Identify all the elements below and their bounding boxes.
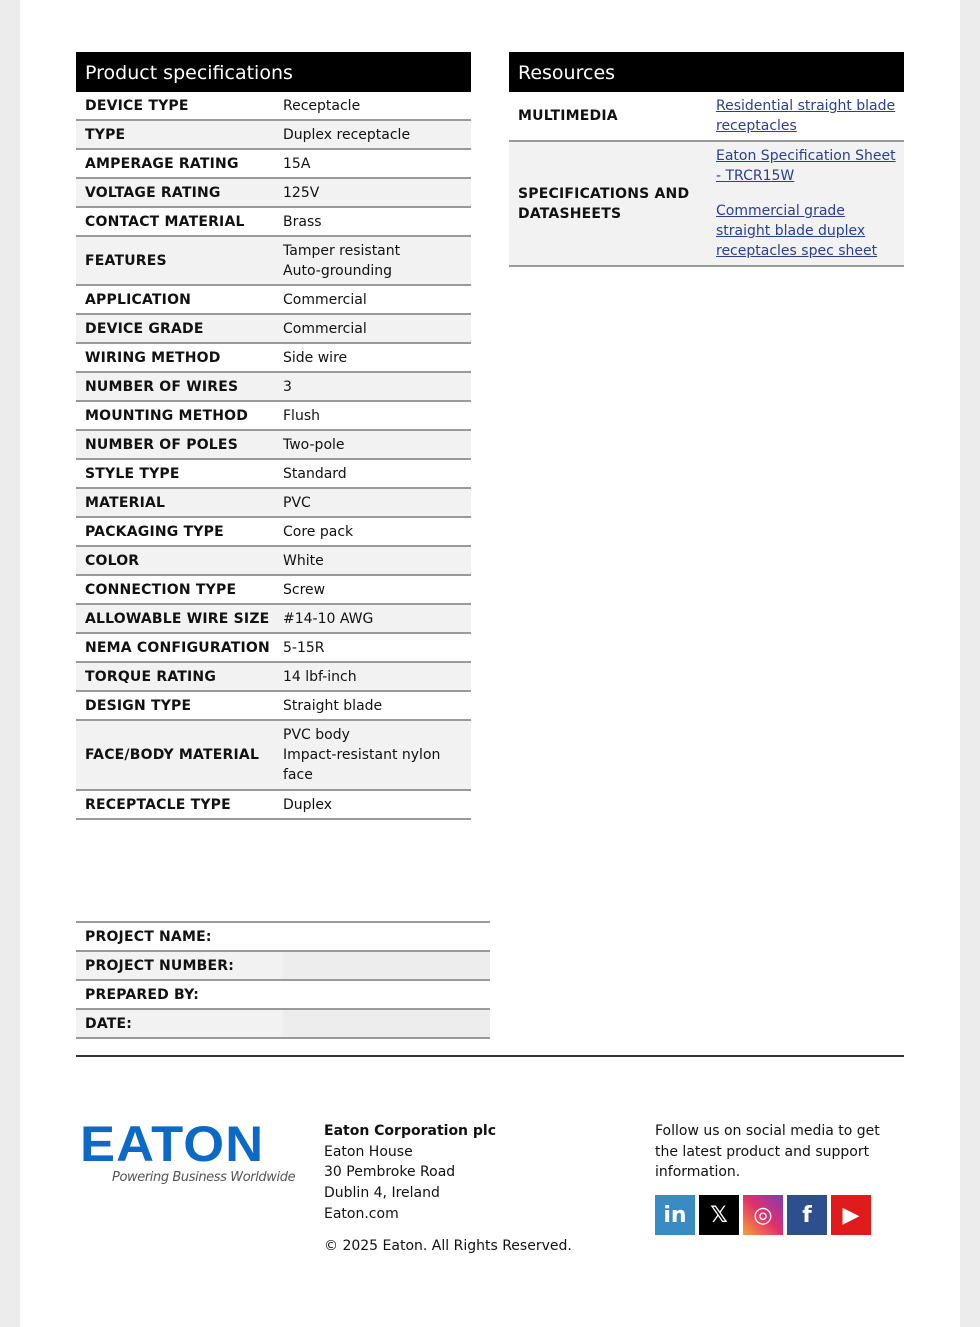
footer-divider [76,1055,904,1057]
spec-value: Straight blade [283,697,383,714]
linkedin-icon[interactable]: in [655,1195,695,1235]
spec-value: 3 [283,378,292,395]
project-name-row [76,923,490,952]
spec-label: ALLOWABLE WIRE SIZE [85,610,270,627]
facebook-icon[interactable]: f [787,1195,827,1235]
date-label: DATE: [85,1015,133,1032]
spec-row [76,721,471,791]
spec-value-line: Tamper resistant [283,242,401,259]
spec-row [76,373,471,402]
spec-row [76,518,471,547]
spec-label: AMPERAGE RATING [85,155,239,172]
spec-label: DEVICE GRADE [85,320,204,337]
commercial-spec-sheet-link[interactable]: Commercial grade straight blade duplex receptacles spec sheet [716,203,878,259]
spec-value: Core pack [283,523,354,540]
spec-value-line: face [283,767,313,783]
project-name-field [283,923,490,950]
spec-value: 15A [283,155,311,172]
spec-label: WIRING METHOD [85,349,221,366]
spec-label: MATERIAL [85,494,166,511]
x-icon[interactable]: 𝕏 [699,1195,739,1235]
spec-row [76,547,471,576]
spec-value [283,241,400,281]
project-name-label: PROJECT NAME: [85,928,212,945]
spec-value: Receptacle [283,97,361,114]
spec-row [76,286,471,315]
spec-label: MOUNTING METHOD [85,407,249,424]
logo-tagline: Powering Business Worldwide [112,1170,296,1185]
spec-label: FACE/BODY MATERIAL [85,747,260,763]
spec-label: NUMBER OF POLES [85,436,238,453]
resource-row-multimedia [509,92,904,142]
address-line: Dublin 4, Ireland [324,1185,440,1202]
spec-row [76,791,471,820]
spec-value-line: Impact-resistant nylon [283,747,441,763]
spec-row [76,315,471,344]
spec-row [76,150,471,179]
residential-receptacles-link[interactable]: Residential straight blade receptacles [716,98,896,134]
company-name: Eaton Corporation plc [324,1123,497,1139]
project-number-label: PROJECT NUMBER: [85,957,235,974]
spec-value: Standard [283,465,347,482]
spec-row [76,605,471,634]
multimedia-label: MULTIMEDIA [518,108,618,124]
spec-value: PVC [283,494,311,511]
spec-value [283,725,440,785]
specifications-label: SPECIFICATIONS AND DATASHEETS [518,185,690,222]
spec-row [76,489,471,518]
spec-label: PACKAGING TYPE [85,523,224,540]
spec-row [76,431,471,460]
spec-label: TORQUE RATING [85,668,217,685]
spec-value: 125V [283,184,320,201]
project-info-table [76,921,490,1039]
social-links [655,1195,871,1235]
youtube-icon[interactable]: ▶ [831,1195,871,1235]
spec-row [76,634,471,663]
spec-label: NUMBER OF WIRES [85,378,239,395]
prepared-by-row [76,981,490,1010]
spec-value: 14 lbf-inch [283,668,357,685]
spec-row [76,576,471,605]
spec-row [76,121,471,150]
spec-label: TYPE [85,126,126,143]
copyright: © 2025 Eaton. All Rights Reserved. [324,1238,572,1254]
address-line: Eaton House [324,1143,413,1160]
prepared-by-field [283,981,490,1008]
instagram-icon[interactable]: ◎ [743,1195,783,1235]
eaton-logo [80,1116,296,1185]
spec-value: Brass [283,213,322,230]
spec-value: #14-10 AWG [283,610,374,627]
spec-value: Duplex [283,796,333,813]
resource-row-specifications [509,142,904,267]
spec-value: Flush [283,407,320,424]
project-number-row [76,952,490,981]
spec-label: DEVICE TYPE [85,97,189,114]
spec-value: Screw [283,581,326,598]
logo-wordmark: EATON [80,1116,265,1172]
spec-label: RECEPTACLE TYPE [85,796,231,813]
spec-value: Commercial [283,291,367,308]
eaton-spec-sheet-link[interactable]: Eaton Specification Sheet - TRCR15W [716,148,896,184]
prepared-by-label: PREPARED BY: [85,986,200,1003]
spec-label: FEATURES [85,252,167,269]
spec-value: Commercial [283,320,367,337]
spec-value: 5-15R [283,639,325,656]
spec-row [76,344,471,373]
website-link[interactable]: Eaton.com [324,1205,399,1222]
product-specifications-table [76,52,471,820]
spec-value-line: Auto-grounding [283,262,392,279]
address-line: 30 Pembroke Road [324,1164,456,1181]
spec-value: Side wire [283,349,348,366]
spec-row [76,237,471,286]
date-field [283,1010,490,1037]
spec-row [76,179,471,208]
spec-row [76,208,471,237]
spec-label: CONNECTION TYPE [85,581,237,598]
spec-label: VOLTAGE RATING [85,184,221,201]
spec-row [76,663,471,692]
spec-label: COLOR [85,552,140,569]
spec-row [76,92,471,121]
company-address [324,1121,496,1225]
spec-label: APPLICATION [85,291,192,308]
spec-label: NEMA CONFIGURATION [85,639,270,656]
spec-row [76,402,471,431]
spec-value-line: PVC body [283,727,350,743]
follow-text: Follow us on social media to get the latest product and support information. [655,1123,880,1180]
spec-row [76,692,471,721]
spec-value: White [283,552,324,569]
spec-label: DESIGN TYPE [85,697,192,714]
spec-label: CONTACT MATERIAL [85,213,245,230]
spec-row [76,460,471,489]
spec-title: Product specifications [76,52,471,92]
resources-title: Resources [509,52,904,92]
resources-table [509,52,904,267]
spec-label: STYLE TYPE [85,465,180,482]
project-number-field [283,952,490,979]
spec-value: Duplex receptacle [283,126,411,143]
date-row [76,1010,490,1039]
spec-value: Two-pole [283,436,345,453]
